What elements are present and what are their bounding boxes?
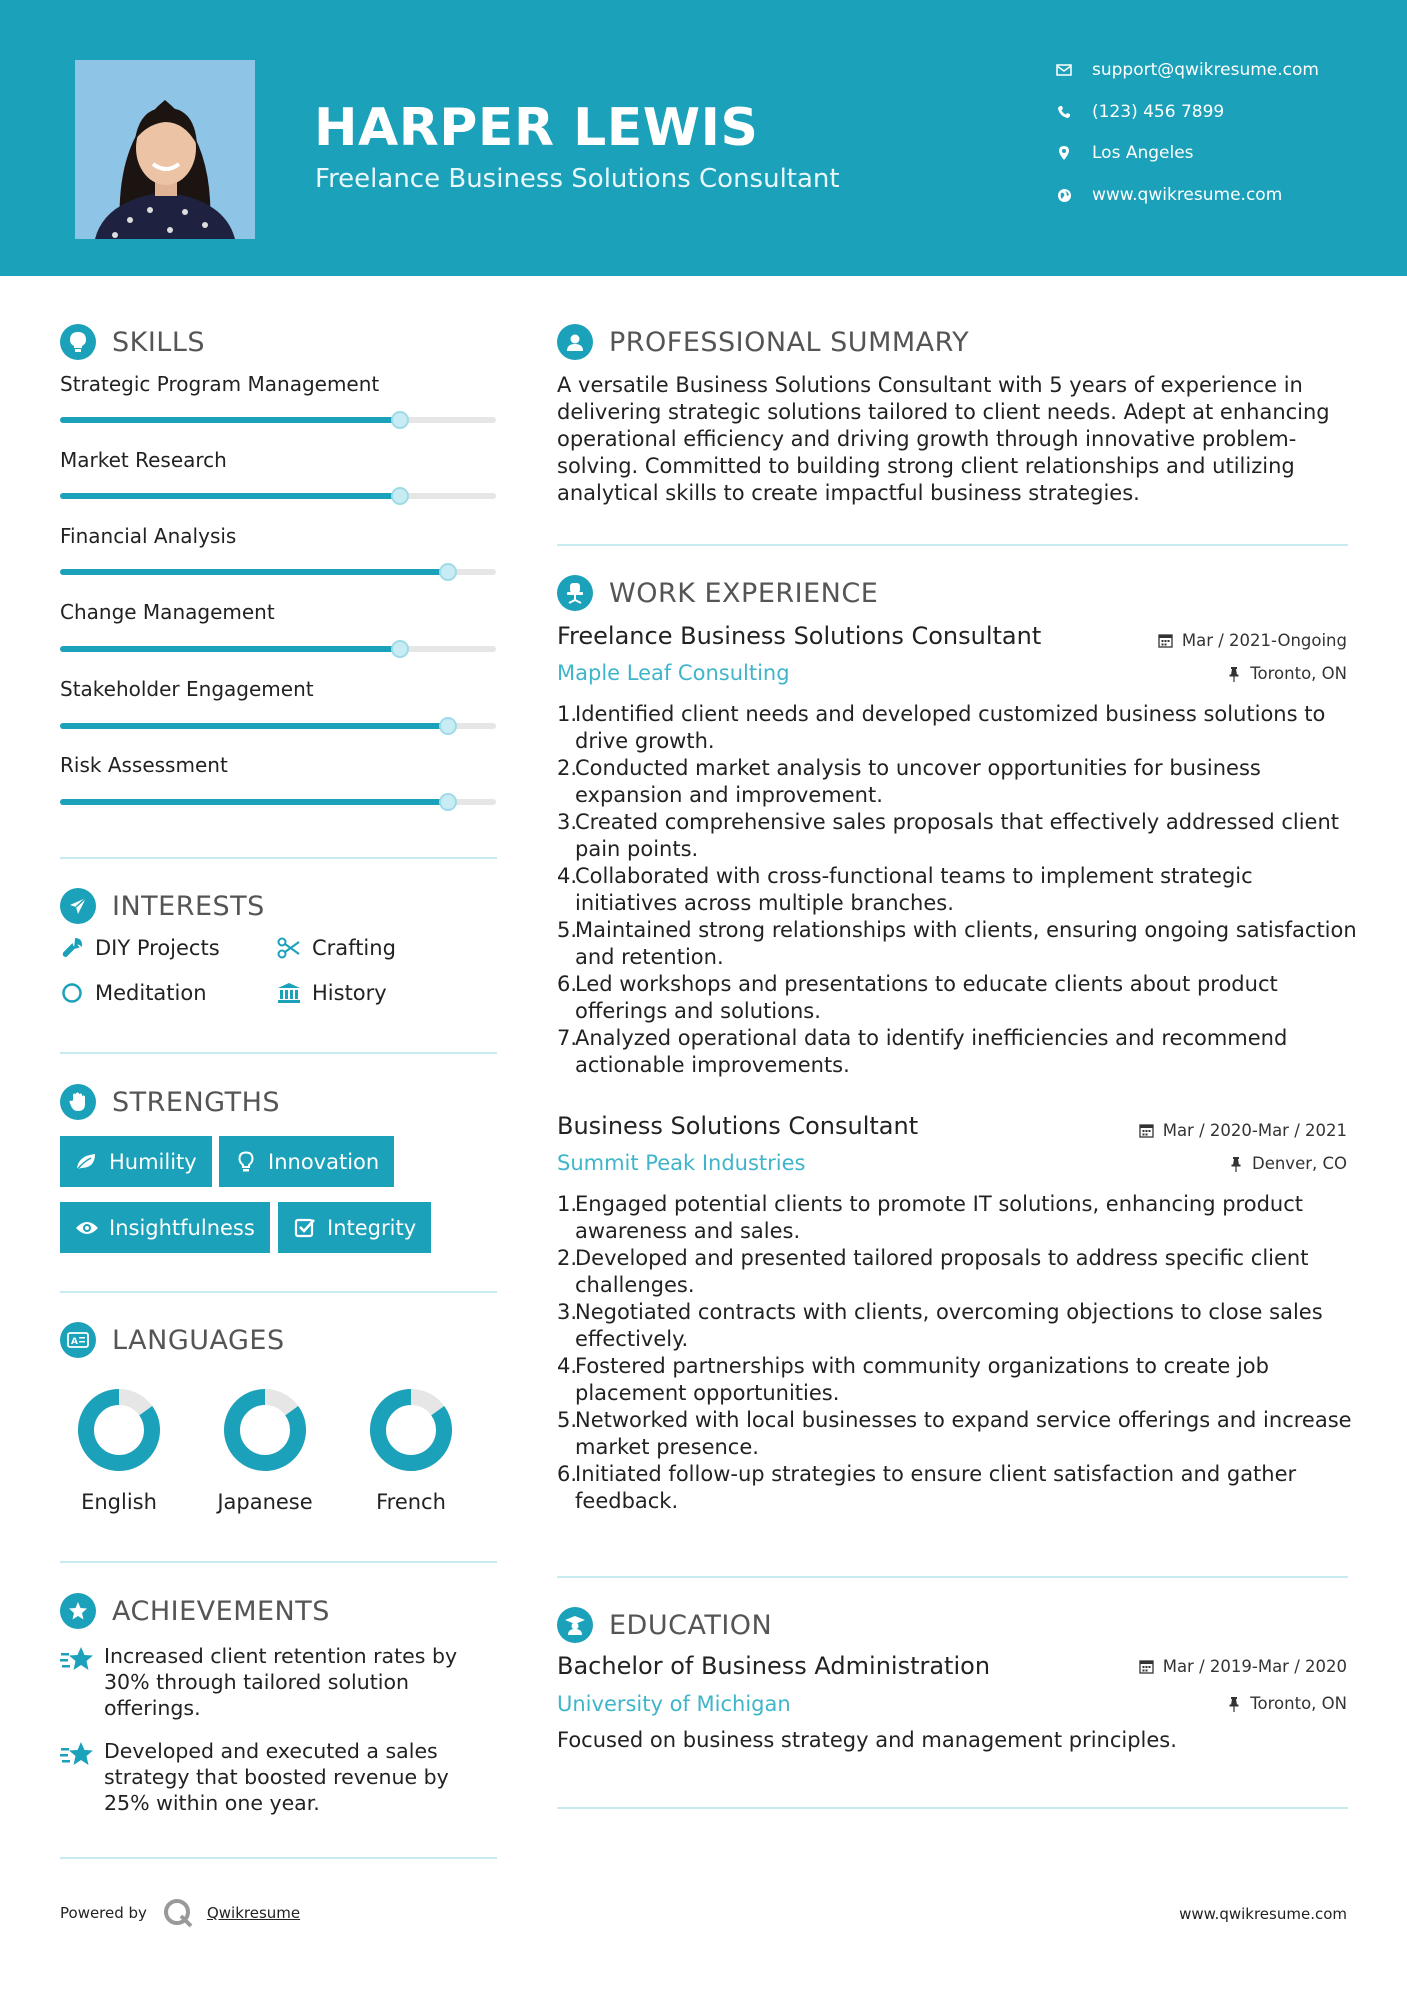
hand-icon <box>60 1084 96 1120</box>
lightbulb-icon <box>234 1150 258 1174</box>
map-pin-icon <box>1055 144 1073 162</box>
bank-icon <box>277 981 301 1005</box>
star-badge-icon <box>60 1593 96 1629</box>
candidate-name: HARPER LEWIS <box>314 98 759 158</box>
star-icon <box>60 1740 94 1770</box>
interest-item: Crafting <box>277 936 396 960</box>
skill-bar-knob <box>439 717 457 735</box>
skill-label: Stakeholder Engagement <box>60 677 314 701</box>
skill-bar <box>60 417 496 423</box>
contact-email[interactable]: support@qwikresume.com <box>1055 55 1395 85</box>
pushpin-icon <box>1228 1156 1244 1172</box>
language-donut <box>221 1386 309 1474</box>
education-degree: Bachelor of Business Administration <box>557 1652 991 1680</box>
education-heading: EDUCATION <box>557 1607 772 1643</box>
skill-bar-fill <box>60 723 448 729</box>
section-divider <box>60 1561 497 1563</box>
skill-bar-knob <box>391 487 409 505</box>
footer-url[interactable]: www.qwikresume.com <box>1179 1905 1347 1923</box>
job-dates: Mar / 2020-Mar / 2021 <box>1139 1121 1347 1140</box>
interest-item: Meditation <box>60 981 207 1005</box>
skill-bar-fill <box>60 799 448 805</box>
experience-heading: WORK EXPERIENCE <box>557 575 878 611</box>
skill-bar-fill <box>60 646 400 652</box>
candidate-title: Freelance Business Solutions Consultant <box>315 164 840 194</box>
section-divider <box>60 1052 497 1054</box>
skill-label: Financial Analysis <box>60 524 237 548</box>
language-donut <box>367 1386 455 1474</box>
calendar-icon <box>1139 1123 1155 1139</box>
circle-icon <box>60 981 84 1005</box>
strength-tag: Insightfulness <box>60 1202 270 1253</box>
check-square-icon <box>293 1216 317 1240</box>
section-divider <box>557 544 1348 546</box>
language-label: English <box>81 1490 157 1514</box>
scissors-icon <box>277 936 301 960</box>
list-item: 6. Led workshops and presentations to educate clients about product offerings and solutions. <box>557 972 1278 1023</box>
skill-label: Market Research <box>60 448 227 472</box>
leaf-icon <box>75 1150 99 1174</box>
lightbulb-icon <box>60 324 96 360</box>
list-item: 3. Created comprehensive sales proposals that effectively addressed client pain points. <box>557 810 1339 861</box>
section-divider <box>557 1807 1348 1809</box>
skill-bar <box>60 646 496 652</box>
contact-phone[interactable]: (123) 456 7899 <box>1055 97 1395 127</box>
pushpin-icon <box>1226 666 1242 682</box>
resume-header <box>0 0 1407 276</box>
contact-location: Los Angeles <box>1055 138 1395 168</box>
language-label: French <box>376 1490 446 1514</box>
interest-item: History <box>277 981 387 1005</box>
achievement-item: Developed and executed a sales strategy that boosted revenue by 25% within one year. <box>60 1738 500 1816</box>
interest-item: DIY Projects <box>60 936 220 960</box>
list-item: 7. Analyzed operational data to identify inefficiencies and recommend actionable improvements. <box>557 1026 1288 1077</box>
summary-heading: PROFESSIONAL SUMMARY <box>557 324 969 360</box>
footer-brand-link[interactable]: Qwikresume <box>206 1904 301 1922</box>
achievement-item: Increased client retention rates by 30% through tailored solution offerings. <box>60 1643 500 1721</box>
user-icon <box>557 324 593 360</box>
skill-bar <box>60 799 496 805</box>
globe-icon <box>1055 186 1073 204</box>
qwikresume-logo-icon <box>161 1896 195 1930</box>
strength-tag: Humility <box>60 1136 212 1187</box>
education-dates: Mar / 2019-Mar / 2020 <box>1139 1657 1347 1676</box>
skill-bar <box>60 723 496 729</box>
job-company: Summit Peak Industries <box>557 1151 806 1175</box>
language-label: Japanese <box>217 1490 313 1514</box>
skill-bar <box>60 493 496 499</box>
job-bullets <box>557 1191 1357 1515</box>
graduate-icon <box>557 1607 593 1643</box>
job-location: Toronto, ON <box>1226 664 1347 683</box>
languages-heading: A LANGUAGES <box>60 1322 285 1358</box>
skill-label: Change Management <box>60 600 275 624</box>
language-icon <box>60 1322 96 1358</box>
section-divider <box>60 857 497 859</box>
wrench-icon <box>60 936 84 960</box>
strength-tag: Integrity <box>278 1202 431 1253</box>
interests-heading: INTERESTS <box>60 888 265 924</box>
list-item: 5. Networked with local businesses to expand service offerings and increase market presence. <box>557 1408 1352 1459</box>
skill-label: Strategic Program Management <box>60 372 380 396</box>
education-location: Toronto, ON <box>1226 1694 1347 1713</box>
job-company: Maple Leaf Consulting <box>557 661 790 685</box>
list-item: 5. Maintained strong relationships with clients, ensuring ongoing satisfaction and retention. <box>557 918 1357 969</box>
skill-bar-knob <box>391 411 409 429</box>
skill-bar <box>60 569 496 575</box>
skill-bar-knob <box>439 563 457 581</box>
list-item: 2. Developed and presented tailored proposals to address specific client challenges. <box>557 1246 1309 1297</box>
calendar-icon <box>1139 1659 1155 1675</box>
list-item: 4. Fostered partnerships with community organizations to create job placement opportunities. <box>557 1354 1269 1405</box>
skills-heading: SKILLS <box>60 324 205 360</box>
strength-tag: Innovation <box>219 1136 394 1187</box>
achievements-heading: ACHIEVEMENTS <box>60 1593 330 1629</box>
section-divider <box>60 1291 497 1293</box>
calendar-icon <box>1158 633 1174 649</box>
contact-website[interactable]: www.qwikresume.com <box>1055 180 1395 210</box>
paper-plane-icon <box>60 888 96 924</box>
list-item: 1. Engaged potential clients to promote IT solutions, enhancing product awareness and sales. <box>557 1192 1303 1243</box>
job-location: Denver, CO <box>1228 1154 1347 1173</box>
svg-text:A: A <box>71 1337 79 1347</box>
list-item: 2. Conducted market analysis to uncover opportunities for business expansion and improvement. <box>557 756 1261 807</box>
skill-bar-fill <box>60 493 400 499</box>
list-item: 3. Negotiated contracts with clients, overcoming objections to close sales effectively. <box>557 1300 1323 1351</box>
job-dates: Mar / 2021-Ongoing <box>1158 631 1347 650</box>
eye-icon <box>75 1216 99 1240</box>
pushpin-icon <box>1226 1696 1242 1712</box>
skill-bar-knob <box>439 793 457 811</box>
envelope-icon <box>1055 61 1073 79</box>
section-divider <box>60 1857 497 1859</box>
language-donut <box>75 1386 163 1474</box>
star-icon <box>60 1645 94 1675</box>
list-item: 4. Collaborated with cross-functional teams to implement strategic initiatives across multiple branches. <box>557 864 1253 915</box>
profile-photo <box>75 60 255 239</box>
skill-bar-knob <box>391 640 409 658</box>
education-school: University of Michigan <box>557 1692 791 1716</box>
job-bullets <box>557 701 1357 1079</box>
section-divider <box>557 1576 1348 1578</box>
skill-label: Risk Assessment <box>60 753 228 777</box>
phone-icon <box>1055 103 1073 121</box>
footer-powered-by: Powered by Qwikresume <box>60 1896 300 1930</box>
list-item: 1. Identified client needs and developed customized business solutions to drive growth. <box>557 702 1326 753</box>
education-description: Focused on business strategy and management principles. <box>557 1728 1177 1752</box>
summary-text: A versatile Business Solutions Consultant with 5 years of experience in delivering strategic solutions tailored to client needs. Adept at enhancing operational efficiency and driving growth through innovative problem-solving. Committed to building strong client relationships and utilizing analytical skills to create impactful business strategies. <box>557 373 1330 505</box>
strengths-heading: STRENGTHS <box>60 1084 280 1120</box>
skill-bar-fill <box>60 417 400 423</box>
skill-bar-fill <box>60 569 448 575</box>
list-item: 6. Initiated follow-up strategies to ensure client satisfaction and gather feedback. <box>557 1462 1297 1513</box>
chair-icon <box>557 575 593 611</box>
job-title: Business Solutions Consultant <box>557 1112 919 1140</box>
job-title: Freelance Business Solutions Consultant <box>557 622 1042 650</box>
